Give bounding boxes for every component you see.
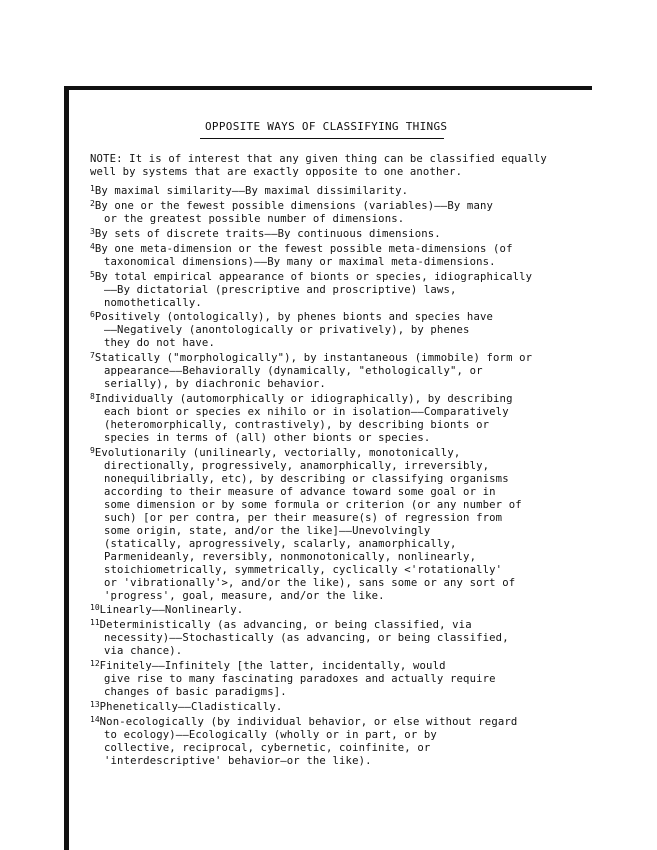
item-number: 3 [90, 226, 95, 236]
list-item [90, 309, 560, 350]
item-text: according to their measure of advance toward some goal or in [104, 485, 496, 498]
list-item [90, 714, 560, 768]
item-text: appearance——Behaviorally (dynamically, "ethologically", or [104, 365, 483, 378]
list-item [90, 269, 560, 310]
item-number: 13 [90, 700, 100, 710]
list-item-line [90, 673, 560, 686]
item-number: 5 [90, 269, 95, 279]
list-item-line [90, 309, 560, 324]
list-item [90, 350, 560, 391]
item-text: Non-ecologically (by individual behavior, or else without regard [99, 716, 518, 729]
left-border-line [64, 86, 69, 850]
list-item-line [90, 590, 560, 603]
document-body [90, 153, 560, 768]
item-text: ——Negatively (anontologically or privatively), by phenes [104, 324, 470, 337]
item-number: 4 [90, 241, 95, 251]
list-item-line [90, 602, 560, 617]
list-item [90, 226, 560, 241]
top-border-line [64, 86, 592, 90]
list-item-line [90, 198, 560, 213]
item-text: such) [or per contra, per their measure(s) of regression from [104, 511, 503, 524]
list-item-line [90, 432, 560, 445]
list-item-line [90, 337, 560, 350]
list-item-line [90, 729, 560, 742]
list-item-line [90, 699, 560, 714]
list-item-line [90, 297, 560, 310]
item-text: Linearly——Nonlinearly. [99, 604, 244, 617]
item-text: ——By dictatorial (prescriptive and proscriptive) laws, [104, 283, 457, 296]
item-text: changes of basic paradigms]. [104, 686, 287, 699]
item-text: directionally, progressively, anamorphically, irreversibly, [104, 459, 490, 472]
list-item-line [90, 406, 560, 419]
list-item-line [90, 686, 560, 699]
list-item-line [90, 538, 560, 551]
list-item [90, 602, 560, 617]
list-item-line [90, 645, 560, 658]
title-underline [200, 138, 444, 139]
list-item [90, 198, 560, 226]
item-text: to ecology)——Ecologically (wholly or in part, or by [104, 729, 437, 742]
list-item-line [90, 445, 560, 460]
item-text: (statically, aprogressively, scalarly, anamorphically, [104, 537, 457, 550]
item-text: nomothetically. [104, 296, 202, 309]
list-item-line [90, 241, 560, 256]
item-text: via chance). [104, 645, 183, 658]
list-item-line [90, 632, 560, 645]
list-item-line [90, 183, 560, 198]
item-number: 7 [90, 351, 95, 361]
list-item-line [90, 256, 560, 269]
list-item [90, 183, 560, 198]
item-number: 1 [90, 183, 95, 193]
list-item-line [90, 269, 560, 284]
item-number: 9 [90, 446, 95, 456]
list-item-line [90, 512, 560, 525]
item-text: Statically ("morphologically"), by instantaneous (immobile) form or [94, 352, 533, 365]
list-item-line [90, 350, 560, 365]
list-item-line [90, 284, 560, 297]
item-text: or the greatest possible number of dimensions. [104, 212, 405, 225]
list-item-line [90, 378, 560, 391]
list-item [90, 445, 560, 602]
item-text: By maximal similarity——By maximal dissimilarity. [94, 184, 409, 197]
item-text: By total empirical appearance of bionts or species, idiographically [94, 270, 533, 283]
item-text: 'interdescriptive' behavior—or the like). [104, 754, 372, 767]
list-item [90, 699, 560, 714]
list-item-line [90, 742, 560, 755]
item-text: collective, reciprocal, cybernetic, coinfinite, or [104, 741, 431, 754]
item-text: Deterministically (as advancing, or being classified, via [99, 619, 472, 632]
list-item-line [90, 226, 560, 241]
item-text: they do not have. [104, 337, 215, 350]
item-number: 12 [90, 659, 100, 669]
item-text: taxonomical dimensions)——By many or maximal meta-dimensions. [104, 255, 496, 268]
item-text: nonequilibrially, etc), by describing or classifying organisms [104, 472, 509, 485]
list-item-line [90, 714, 560, 729]
list-item-line [90, 755, 560, 768]
list-item [90, 658, 560, 699]
item-text: Parmenideanly, reversibly, nonmonotonically, nonlinearly, [104, 550, 477, 563]
item-text: By one or the fewest possible dimensions (variables)——By many [94, 199, 494, 212]
list-item-line [90, 213, 560, 226]
list-item-line [90, 391, 560, 406]
note-paragraph: NOTE: It is of interest that any given thing can be classified equally well by systems that are exactly opposite to one another. [90, 153, 547, 178]
list-item-line [90, 617, 560, 632]
list-item-line [90, 499, 560, 512]
item-number: 14 [90, 715, 100, 725]
item-text: or 'vibrationally'>, and/or the like), sans some or any sort of [104, 576, 516, 589]
list-item-line [90, 564, 560, 577]
item-text: Finitely——Infinitely [the latter, incidentally, would [99, 660, 446, 673]
item-text: some origin, state, and/or the like]——Unevolvingly [104, 524, 431, 537]
item-number: 2 [90, 198, 95, 208]
item-number: 11 [90, 618, 100, 628]
item-text: some dimension or by some formula or criterion (or any number of [104, 498, 522, 511]
list-item-line [90, 365, 560, 378]
item-text: Positively (ontologically), by phenes bionts and species have [94, 311, 494, 324]
list-item [90, 241, 560, 269]
list-item-line [90, 324, 560, 337]
item-number: 6 [90, 310, 95, 320]
list-item [90, 391, 560, 445]
item-text: By sets of discrete traits——By continuous dimensions. [94, 227, 441, 240]
list-item-line [90, 551, 560, 564]
item-text: Evolutionarily (unilinearly, vectorially, monotonically, [94, 447, 461, 460]
list-item-line [90, 658, 560, 673]
list-item-line [90, 577, 560, 590]
list-item-line [90, 525, 560, 538]
list-item-line [90, 460, 560, 473]
item-text: 'progress', goal, measure, and/or the like. [104, 589, 385, 602]
item-text: give rise to many fascinating paradoxes and actually require [104, 673, 496, 686]
item-text: stoichiometrically, symmetrically, cyclically <'rotationally' [104, 563, 503, 576]
item-text: (heteromorphically, contrastively), by describing bionts or [104, 419, 490, 432]
item-number: 10 [90, 603, 100, 613]
item-text: necessity)——Stochastically (as advancing, or being classified, [104, 632, 509, 645]
list-item-line [90, 486, 560, 499]
item-text: By one meta-dimension or the fewest possible meta-dimensions (of [94, 242, 513, 255]
list-item-line [90, 473, 560, 486]
list-item [90, 617, 560, 658]
item-number: 8 [90, 392, 95, 402]
item-text: Phenetically——Cladistically. [99, 701, 283, 714]
item-text: species in terms of (all) other bionts or species. [104, 432, 431, 445]
classification-list [90, 183, 560, 768]
page-title: OPPOSITE WAYS OF CLASSIFYING THINGS [205, 120, 448, 133]
item-text: serially), by diachronic behavior. [104, 378, 326, 391]
list-item-line [90, 419, 560, 432]
item-text: each biont or species ex nihilo or in isolation——Comparatively [104, 406, 509, 419]
item-text: Individually (automorphically or idiographically), by describing [94, 393, 513, 406]
